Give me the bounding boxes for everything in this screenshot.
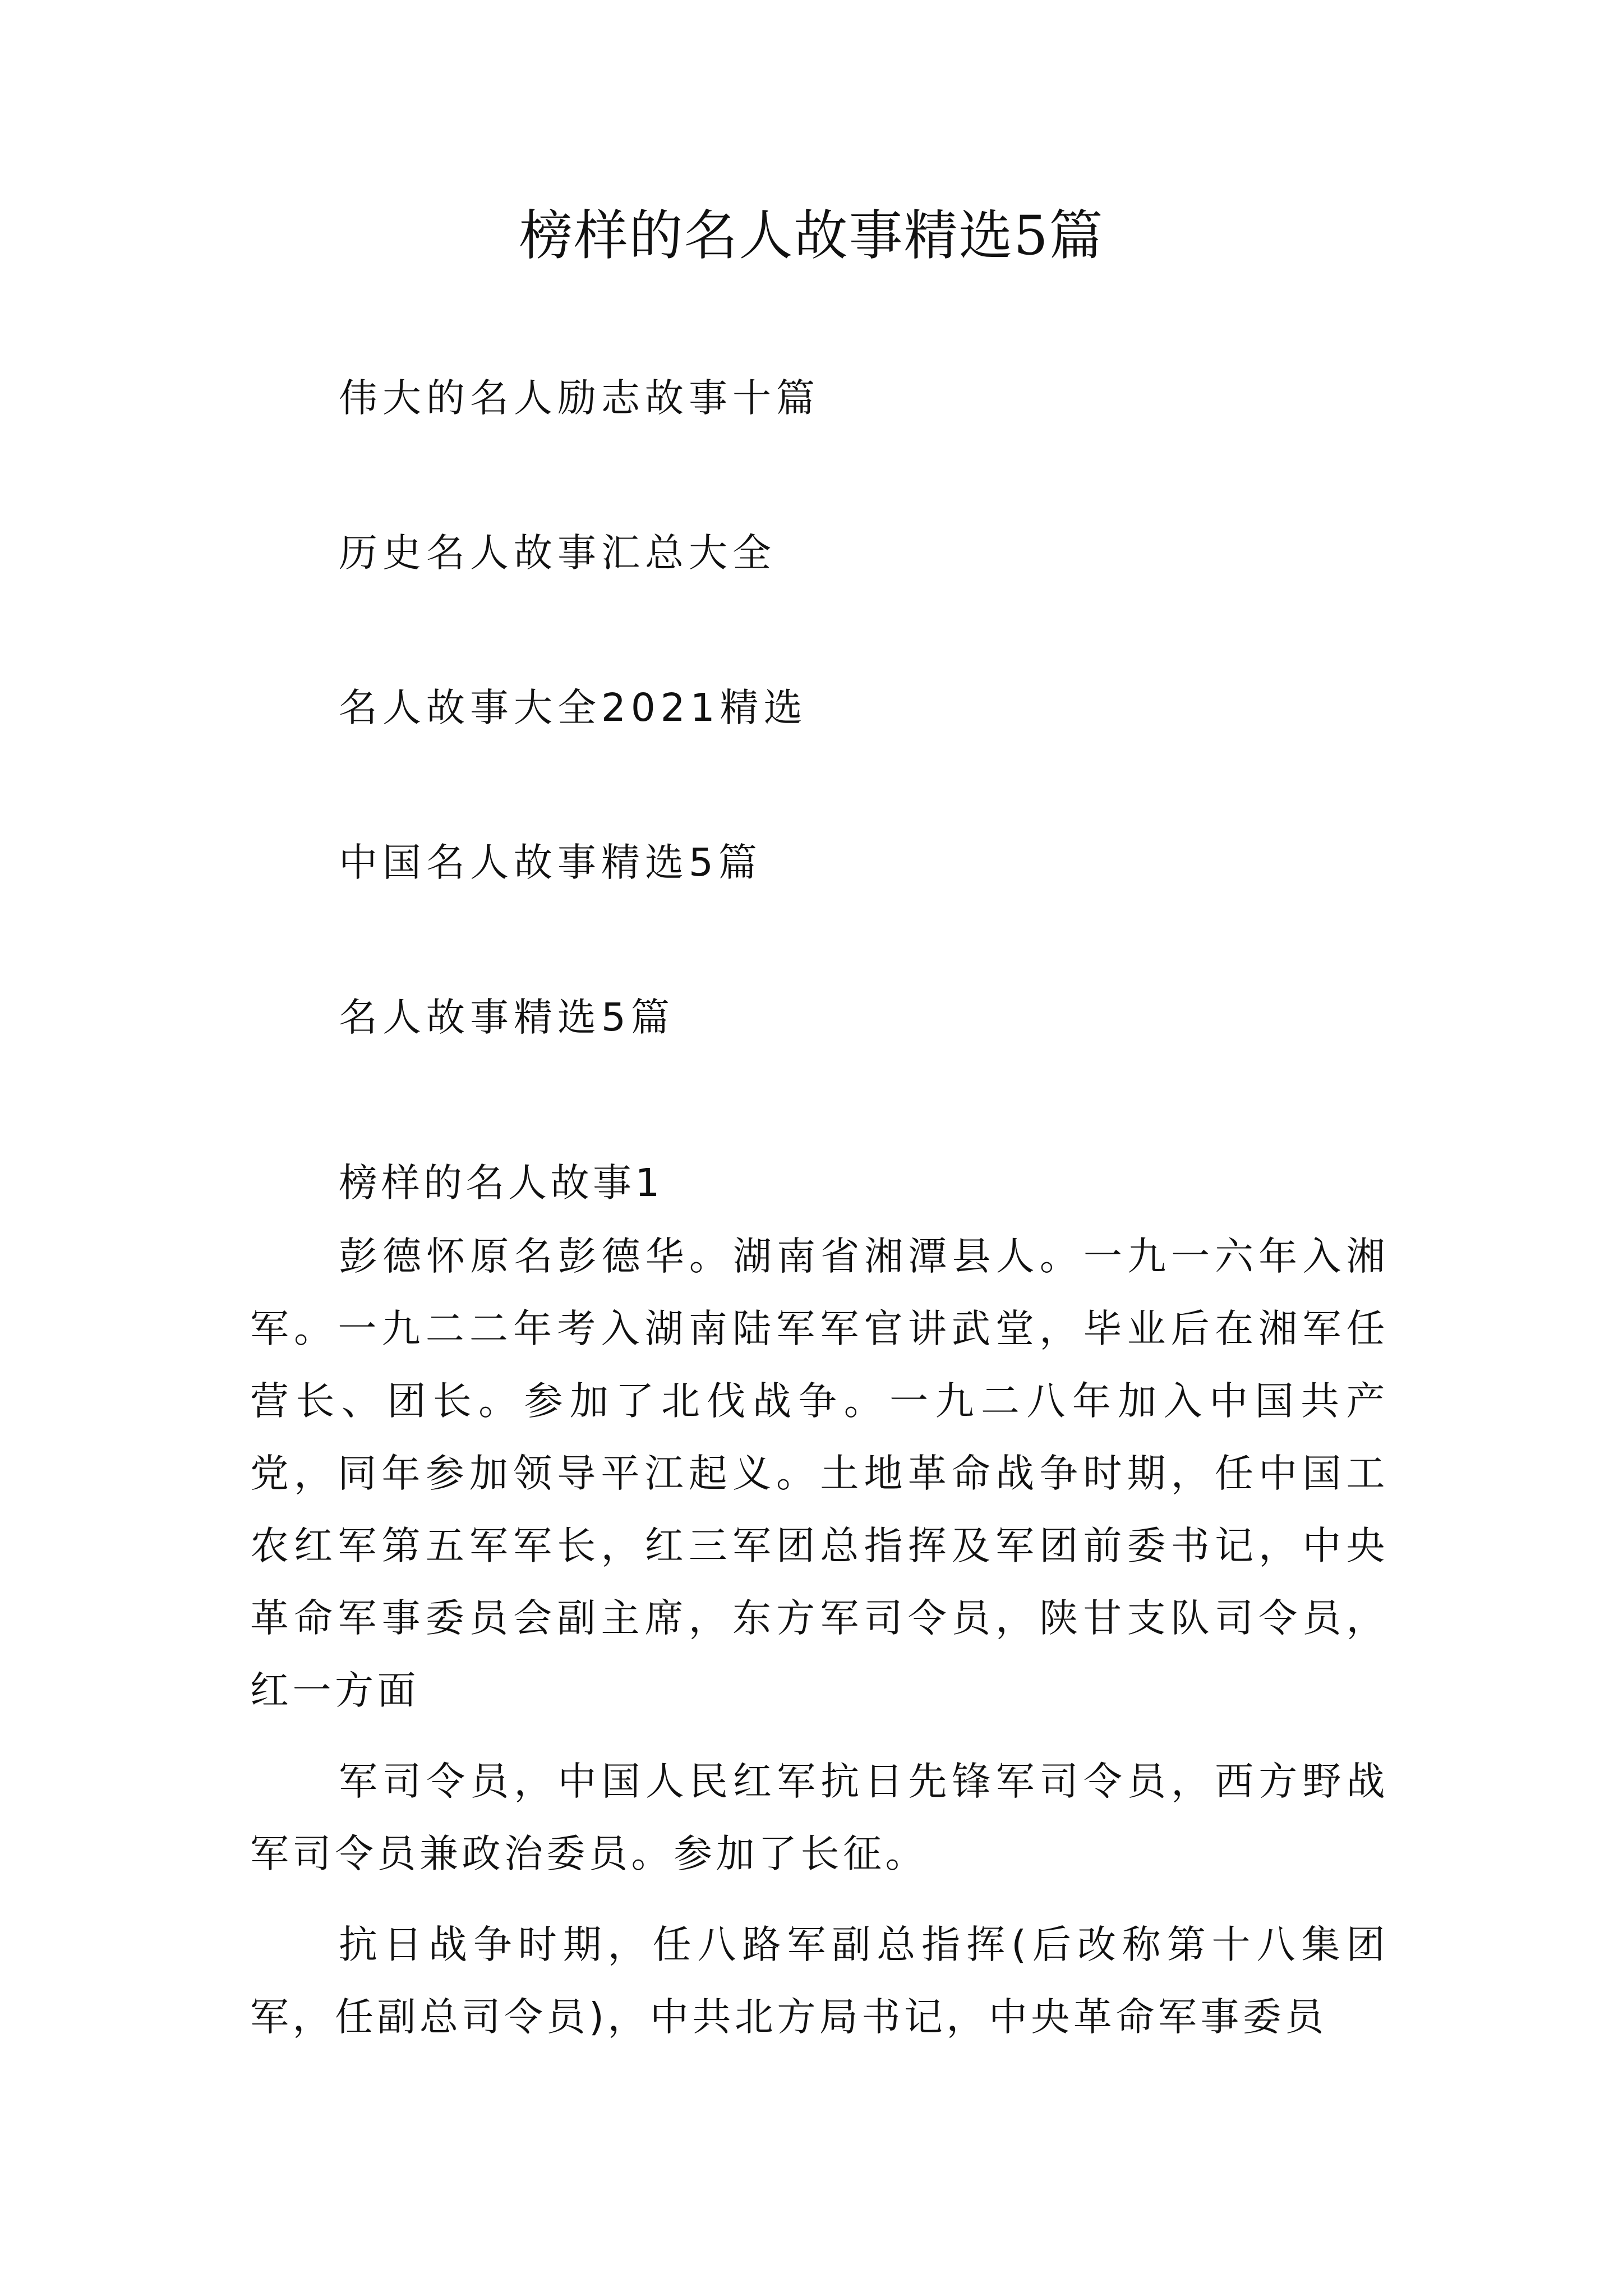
story-paragraph-3: 抗日战争时期，任八路军副总指挥(后改称第十八集团军，任副总司令员)，中共北方局书记，中央革命军事委员 [250, 1922, 1389, 2040]
story-paragraph-1: 彭德怀原名彭德华。湖南省湘潭县人。一九一六年入湘军。一九二二年考入湖南陆军军官讲武堂，毕业后在湘军任营长、团长。参加了北伐战争。一九二八年加入中国共产党，同年参加领导平江起义。土地革命战争时期，任中国工农红军第五军军长，红三军团总指挥及军团前委书记，中央革命军事委员会副主席，东方军司令员，陕甘支队司令员，红一方面 [250, 1234, 1389, 1713]
related-links-list [339, 370, 1404, 1144]
related-link-2[interactable]: 历史名人故事汇总大全 [339, 531, 776, 576]
story-paragraph-2: 军司令员，中国人民红军抗日先锋军司令员，西方野战军司令员兼政治委员。参加了长征。 [250, 1759, 1389, 1876]
story-heading: 榜样的名人故事1 [339, 1161, 663, 1205]
related-link-4[interactable]: 中国名人故事精选5篇 [339, 840, 762, 885]
related-link-5[interactable]: 名人故事精选5篇 [339, 995, 675, 1040]
document-title: 榜样的名人故事精选5篇 [519, 204, 1104, 267]
story-body [250, 1147, 1389, 2072]
related-link-3[interactable]: 名人故事大全2021精选 [339, 685, 808, 730]
related-link-1[interactable]: 伟大的名人励志故事十篇 [339, 376, 820, 421]
